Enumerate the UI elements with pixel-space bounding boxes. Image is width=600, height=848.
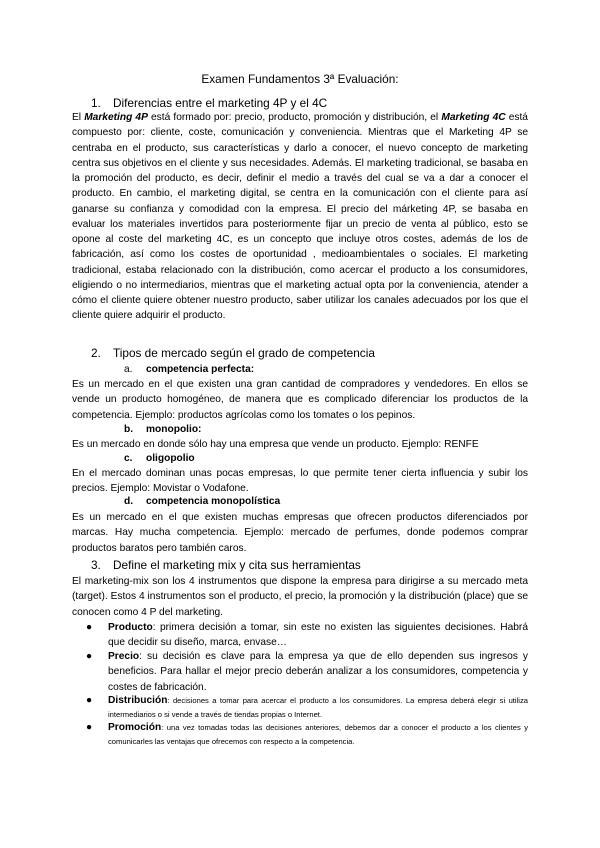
bullet-dot-icon: ●	[86, 695, 93, 706]
item-label: oligopolio	[146, 453, 195, 464]
bullet-dot-icon: ●	[86, 651, 93, 662]
bullet-dot-icon: ●	[86, 622, 93, 633]
section-1-paragraph	[72, 110, 528, 324]
market-type-a-text: Es un mercado en el que existen una gran cantidad de compradores y vendedores. En ellos se vende un producto homogéneo, de manera que es complicado diferenciar los productos de la competencia. Ejemplo: productos agrícolas como los tomates o los pepinos.	[72, 379, 528, 421]
section-3-heading	[91, 558, 361, 572]
bullet-text: : primera decisión a tomar, sin este no existen las siguientes decisiones. Habrá que decidir su diseño, marca, envase…	[108, 622, 528, 649]
item-label: competencia perfecta:	[146, 364, 255, 375]
section-2-number: 2.	[91, 346, 101, 360]
section-1-heading	[91, 96, 327, 110]
marketing-4p-term: Marketing 4P	[84, 112, 148, 123]
item-letter: d.	[124, 496, 134, 507]
bullet-label: Precio	[108, 651, 140, 662]
section-3-intro: El marketing-mix son los 4 instrumentos que dispone la empresa para dirigirse a su mercado meta (target). Estos 4 instrumentos son el producto, el precio, la promoción y la distribución (place) que se conocen como 4 P del marketing.	[72, 576, 528, 618]
market-type-b	[124, 424, 201, 435]
market-type-d-text: Es un mercado en el que existen muchas empresas que ofrecen productos diferenciados por marcas. Hay mucha competencia. Ejemplo: mercado de perfumes, donde podemos comprar productos baratos pero también caros.	[72, 512, 528, 554]
bullet-promocion	[86, 721, 528, 748]
section-1-number: 1.	[91, 96, 101, 110]
bullet-producto	[86, 620, 528, 651]
section-2-heading	[91, 346, 375, 360]
document-title: Examen Fundamentos 3ª Evaluación:	[201, 72, 399, 86]
item-letter: a.	[124, 364, 133, 375]
bullet-dot-icon: ●	[86, 722, 93, 733]
para-mid: está formado por: precio, producto, promoción y distribución, el	[147, 112, 442, 123]
para-rest: está compuesto por: cliente, coste, comunicación y conveniencia. Mientras que el Marketing 4P se centraba en el producto, sus características y darlo a conocer, el nuevo concepto de marketing centra sus objetivos en el cliente y sus necesidades. Además. El marketing tradicional, se basaba en la promoción del producto, es decir, definir el medio a través del cual se va a dar a conocer el producto. En cambio, el marketing digital, se centra en la comunicación con el cliente para así ganarse su confianza y comodidad con la empresa. El precio del márketing 4P, se basaba en evaluar los materiales invertidos para posteriormente fijar un precio de venta al público, esto se opone al coste del marketing 4C, es un concepto que incluye otros costes, además de los de fabricación, así como los costes de oportunidad , medioambientales o sociales. El marketing tradicional, estaba relacionado con la distribución, como acercar el producto a los consumidores, eligiendo o no intermediarios, mientras que el marketing actual opta por la conveniencia, atender a cómo el cliente quiere obtener nuestro producto, saber utilizar los canales adecuados por los que el cliente quiere adquirir el producto.	[72, 112, 528, 322]
market-type-b-text: Es un mercado en donde sólo hay una empresa que vende un producto. Ejemplo: RENFE	[72, 439, 479, 450]
market-type-a	[124, 364, 254, 375]
bullet-text: : su decisión es clave para la empresa ya que de ello dependen sus ingresos y beneficios. Para hallar el mejor precio deberán analizar a los consumidores, competencia y costes de fabricación.	[108, 651, 528, 693]
section-3-number: 3.	[91, 558, 101, 572]
section-1-title: Diferencias entre el marketing 4P y el 4C	[113, 96, 328, 110]
marketing-4c-term: Marketing 4C	[441, 112, 506, 123]
market-type-c	[124, 453, 195, 464]
bullet-label: Producto	[108, 622, 153, 633]
item-label: competencia monopolística	[146, 496, 281, 507]
market-type-c-text: En el mercado dominan unas pocas empresas, lo que permite tener cierta influencia y subir los precios. Ejemplo: Movistar o Vodafone.	[72, 468, 528, 495]
bullet-label: Promoción	[108, 722, 162, 733]
item-letter: c.	[124, 453, 133, 464]
bullet-distribucion	[86, 694, 528, 721]
bullet-text: : decisiones a tomar para acercar el producto a los consumidores. La empresa deberá elegir si utiliza intermediarios o si vende a través de tiendas propias o Internet.	[108, 696, 528, 719]
section-2-title: Tipos de mercado según el grado de competencia	[113, 346, 375, 360]
para-intro: El	[72, 112, 85, 123]
bullet-label: Distribución	[108, 695, 168, 706]
bullet-text: : una vez tomadas todas las decisiones anteriores, debemos dar a conocer el producto a los clientes y comunicarles las ventajas que ofrecemos con respecto a la competencia.	[108, 723, 528, 746]
section-3-title: Define el marketing mix y cita sus herramientas	[113, 558, 361, 572]
bullet-precio	[86, 649, 528, 695]
item-label: monopolio:	[146, 424, 202, 435]
item-letter: b.	[124, 424, 134, 435]
market-type-d	[124, 496, 280, 507]
